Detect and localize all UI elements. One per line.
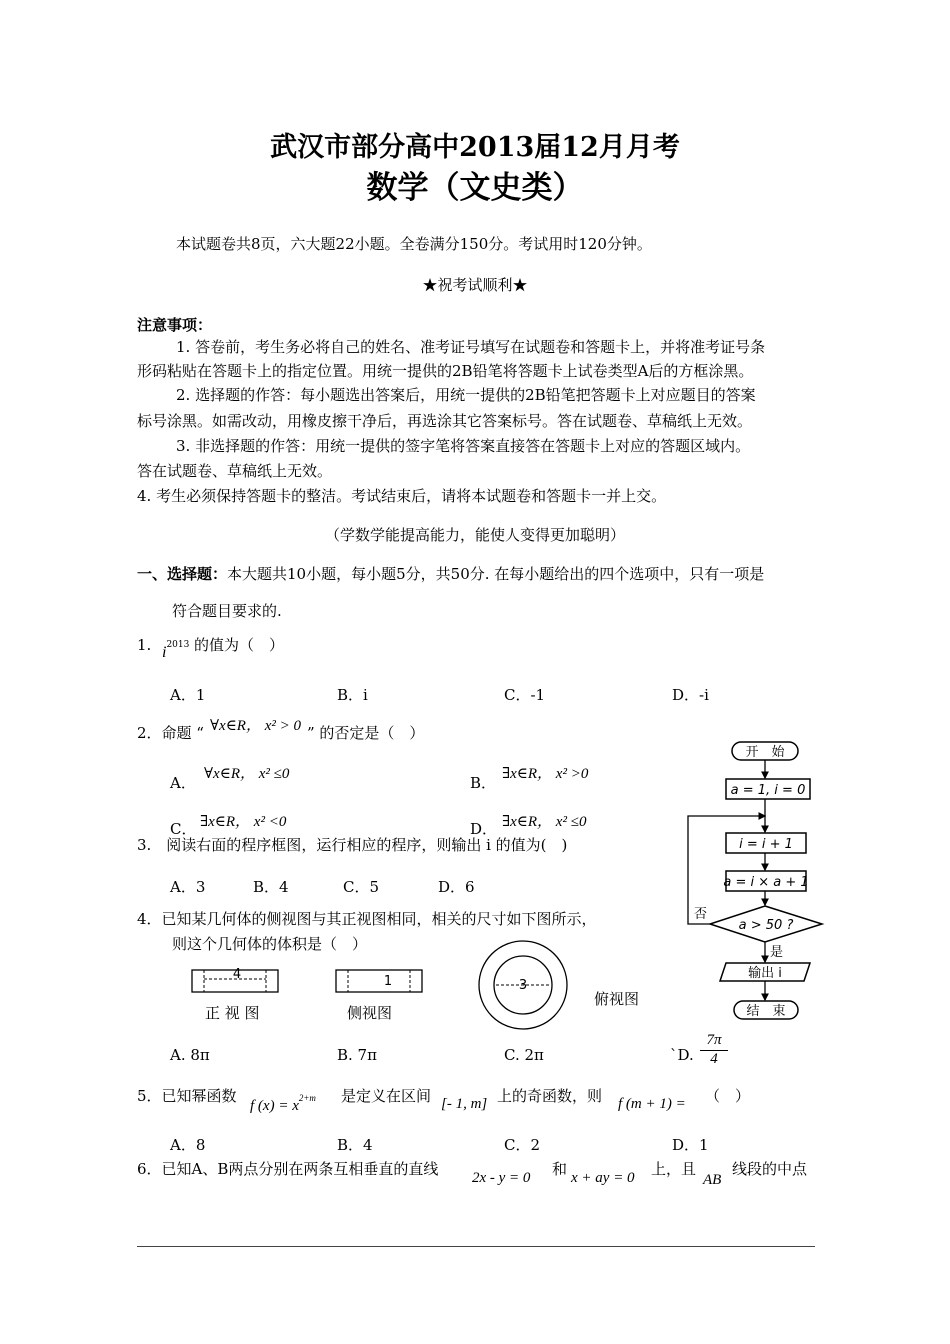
q5-prefix: 5．已知幂函数 xyxy=(137,1087,237,1105)
flow-yes-label: 是 xyxy=(770,945,784,960)
q4-option-a: A. 8π xyxy=(170,1046,210,1064)
wish-text: ★祝考试顺利★ xyxy=(422,276,528,294)
q2-option-b: ∃x∈R， x² >0 xyxy=(502,766,589,782)
flow-output: 输出 i xyxy=(748,966,782,981)
q5-option-a: A．8 xyxy=(170,1136,206,1154)
q2-stem-math: ∀x∈R， x² > 0 xyxy=(209,718,301,734)
q5-option-b: B．4 xyxy=(337,1136,373,1154)
front-dim: 4 xyxy=(232,967,242,982)
q4-option-d-fraction xyxy=(700,1032,728,1068)
q5-f2: f (m + 1) = xyxy=(618,1096,686,1112)
note-2b: 标号涂黑。如需改动，用橡皮擦干净后，再选涂其它答案标号。答在试题卷、草稿纸上无效。 xyxy=(137,412,753,430)
front-view-label: 正 视 图 xyxy=(205,1004,260,1022)
note-4: 4. 考生必须保持答题卡的整洁。考试结束后，请将本试题卷和答题卡一并上交。 xyxy=(137,487,667,505)
q1-option-a: A．1 xyxy=(170,686,206,704)
q5-option-c: C．2 xyxy=(504,1136,541,1154)
q4-option-b: B. 7π xyxy=(337,1046,377,1064)
q2-stem-end: ” 的否定是（ ） xyxy=(307,724,425,742)
note-3b: 答在试题卷、草稿纸上无效。 xyxy=(137,462,333,480)
q2-option-c: ∃x∈R， x² <0 xyxy=(200,814,287,830)
q1-exp: 2013 xyxy=(166,639,190,650)
q5-interval: [- 1, m] xyxy=(441,1096,488,1112)
motto: （学数学能提高能力，能使人变得更加聪明） xyxy=(324,526,625,544)
q5-fexp: 2+m xyxy=(298,1093,316,1103)
note-1b: 形码粘贴在答题卡上的指定位置。用统一提供的2B铅笔将答题卡上试卷类型A后的方框涂黑。 xyxy=(137,362,754,380)
q3-option-a: A．3 xyxy=(170,878,206,896)
q4-line2: 则这个几何体的体积是（ ） xyxy=(172,935,368,953)
q4-option-c: C. 2π xyxy=(504,1046,544,1064)
flow-cond: a > 50 ? xyxy=(738,918,794,933)
q2-option-d-label: D． xyxy=(470,820,498,838)
q2-option-d: ∃x∈R， x² ≤0 xyxy=(502,814,587,830)
q4-option-d-num: 7π xyxy=(700,1032,728,1051)
section-1-desc: 本大题共10小题，每小题5分，共50分. 在每小题给出的四个选项中，只有一项是 xyxy=(227,565,765,583)
flow-end: 结 束 xyxy=(746,1004,786,1019)
q5-mid: 是定义在区间 xyxy=(341,1087,432,1105)
q1-math xyxy=(162,639,190,662)
q6-eq1: 2x - y = 0 xyxy=(472,1170,531,1186)
q6-mid: 上，且 xyxy=(651,1160,697,1178)
flow-step2: a = i × a + 1 xyxy=(723,875,809,890)
q5-function xyxy=(250,1093,316,1115)
page-subtitle: 数学（文史类） xyxy=(366,170,584,206)
q3-stem: 3. 阅读右面的程序框图，运行相应的程序，则输出 i 的值为( ) xyxy=(137,836,568,854)
q4-line1: 4．已知某几何体的侧视图与其正视图相同，相关的尺寸如下图所示， xyxy=(137,910,597,928)
q5-end: （ ） xyxy=(705,1087,751,1105)
section-1-label: 一、选择题： xyxy=(137,565,228,583)
q5-mid2: 上的奇函数，则 xyxy=(497,1087,603,1105)
q6-prefix: 6．已知A、B两点分别在两条互相垂直的直线 xyxy=(137,1160,439,1178)
q3-option-d: D．6 xyxy=(438,878,475,896)
side-view-label: 侧视图 xyxy=(347,1004,393,1022)
page-title: 武汉市部分高中2013届12月月考 xyxy=(270,132,680,163)
q4-option-d-label: `D. xyxy=(670,1046,694,1064)
flowchart xyxy=(682,736,832,1026)
q6-and: 和 xyxy=(552,1160,568,1178)
q1-option-c: C．-1 xyxy=(504,686,546,704)
q2-option-a-label: A． xyxy=(170,774,196,792)
side-view xyxy=(330,964,430,998)
q3-option-b: B．4 xyxy=(253,878,289,896)
flow-step1: i = i + 1 xyxy=(739,837,793,852)
footer-rule xyxy=(137,1246,815,1247)
q3-option-c: C．5 xyxy=(343,878,380,896)
q1-number: 1. xyxy=(137,636,152,654)
q2-option-a: ∀x∈R， x² ≤0 xyxy=(204,766,290,782)
top-view-label: 俯视图 xyxy=(594,990,640,1008)
q4-option-d-den: 4 xyxy=(710,1051,718,1067)
note-2a: 2. 选择题的作答：每小题选出答案后，用统一提供的2B铅笔把答题卡上对应题目的答案 xyxy=(176,386,756,404)
q5-option-d: D．1 xyxy=(672,1136,709,1154)
flow-start: 开 始 xyxy=(745,745,785,760)
top-dim: 3 xyxy=(518,978,528,993)
q1-base: i xyxy=(162,644,167,661)
top-view xyxy=(472,938,572,1034)
note-3a: 3. 非选择题的作答：用统一提供的签字笔将答案直接答在答题卡上对应的答题区域内。 xyxy=(176,437,751,455)
q2-number: 2．命题 “ xyxy=(137,724,204,742)
flow-no-label: 否 xyxy=(694,907,708,922)
notes-heading: 注意事项： xyxy=(137,316,213,334)
q5-f: f (x) = x xyxy=(250,1098,299,1114)
section-1-header xyxy=(137,563,764,584)
note-1a: 1. 答卷前，考生务必将自己的姓名、准考证号填写在试题卷和答题卡上，并将准考证号条 xyxy=(176,338,766,356)
front-view xyxy=(186,964,286,998)
q2-stem xyxy=(137,718,425,743)
side-dim: 1 xyxy=(383,974,393,989)
q1-option-b: B．i xyxy=(337,686,368,704)
q1-stem: 的值为（ ） xyxy=(194,636,285,654)
q6-end: 线段的中点 xyxy=(732,1160,808,1178)
q1-option-d: D．-i xyxy=(672,686,709,704)
q2-option-c-label: C． xyxy=(170,820,197,838)
q6-eq2: x + ay = 0 xyxy=(571,1170,635,1186)
intro-text: 本试题卷共8页，六大题22小题。全卷满分150分。考试用时120分钟。 xyxy=(176,235,652,253)
q6-seg: AB xyxy=(703,1172,722,1188)
q2-option-b-label: B． xyxy=(470,774,497,792)
section-1-desc2: 符合题目要求的. xyxy=(172,602,282,620)
flow-init: a = 1, i = 0 xyxy=(730,783,806,798)
